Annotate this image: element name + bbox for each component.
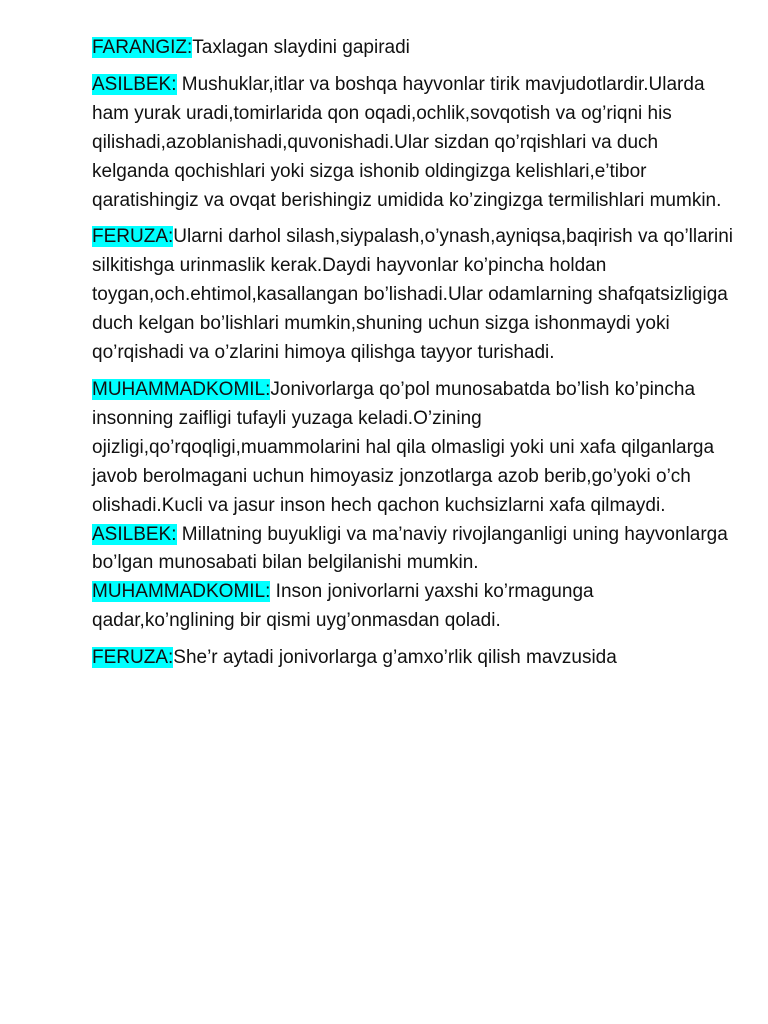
paragraph-farangiz <box>92 34 737 63</box>
speaker-label: FERUZA: <box>92 226 174 248</box>
paragraph-feruza-2 <box>92 644 737 673</box>
speaker-label: ASILBEK: <box>92 523 177 545</box>
paragraph-text: Millatning buyukligi va ma’naviy rivojlanganligi uning hayvonlarga bo’lgan munosabati bilan belgilanishi mumkin. <box>92 523 728 574</box>
paragraph-text: Jonivorlarga qo’pol munosabatda bo’lish ko’pincha insonning zaifligi tufayli yuzaga keladi.O’zining ojizligi,qo’rqoqligi,muammolarini hal qila olmasligi yoki uni xafa qilganlarga javob berolmagani uchun himoyasiz jonzotlarga azob berib,go’yoki o’ch olishadi.Kucli va jasur inson hech qachon kuchsizlarni xafa qilmaydi. <box>92 378 715 516</box>
speaker-label: FARANGIZ: <box>92 37 193 58</box>
paragraph-text: Mushuklar,itlar va boshqa hayvonlar tirik mavjudotlardir.Ularda ham yurak uradi,tomirlarida qon oqadi,ochlik,sovqotish va og’riqni his qilishadi,azoblanishadi,quvonishadi.Ular sizdan qo’rqishlari va duch kelganda qochishlari yoki sizga ishonib oldingizga kelishlari,e’tibor qaratishingiz va ovqat berishingiz umidida ko’zingizga termilishlari mumkin. <box>92 73 722 211</box>
paragraph-asilbek-2 <box>92 521 737 579</box>
paragraph-text: She’r aytadi jonivorlarga g’amxo’rlik qilish mavzusida <box>173 647 617 669</box>
paragraph-muhammadkomil-1 <box>92 376 737 521</box>
paragraph-muhammadkomil-2 <box>92 578 737 636</box>
paragraph-text: Ularni darhol silash,siypalash,o’ynash,ayniqsa,baqirish va qo’llarini silkitishga urinmaslik kerak.Daydi hayvonlar ko’pincha holdan toygan,och.ehtimol,kasallangan bo’lishadi.Ular odamlarning shafqatsizligiga duch kelgan bo’lishlari mumkin,shuning uchun sizga ishonmaydi yoki qo’rqishadi va o’zlarini himoya qilishga tayyor turishadi. <box>92 226 734 364</box>
speaker-label: ASILBEK: <box>92 73 177 95</box>
paragraph-text: Inson jonivorlarni yaxshi ko’rmagunga qadar,ko’nglining bir qismi uyg’onmasdan qoladi. <box>92 581 594 632</box>
speaker-label: MUHAMMADKOMIL: <box>92 581 271 603</box>
paragraph-asilbek-1 <box>92 71 737 216</box>
speaker-label: FERUZA: <box>92 647 174 669</box>
speaker-label: MUHAMMADKOMIL: <box>92 378 271 400</box>
paragraph-text: Taxlagan slaydini gapiradi <box>192 37 410 58</box>
paragraph-feruza-1 <box>92 223 737 368</box>
document-page <box>92 34 737 673</box>
